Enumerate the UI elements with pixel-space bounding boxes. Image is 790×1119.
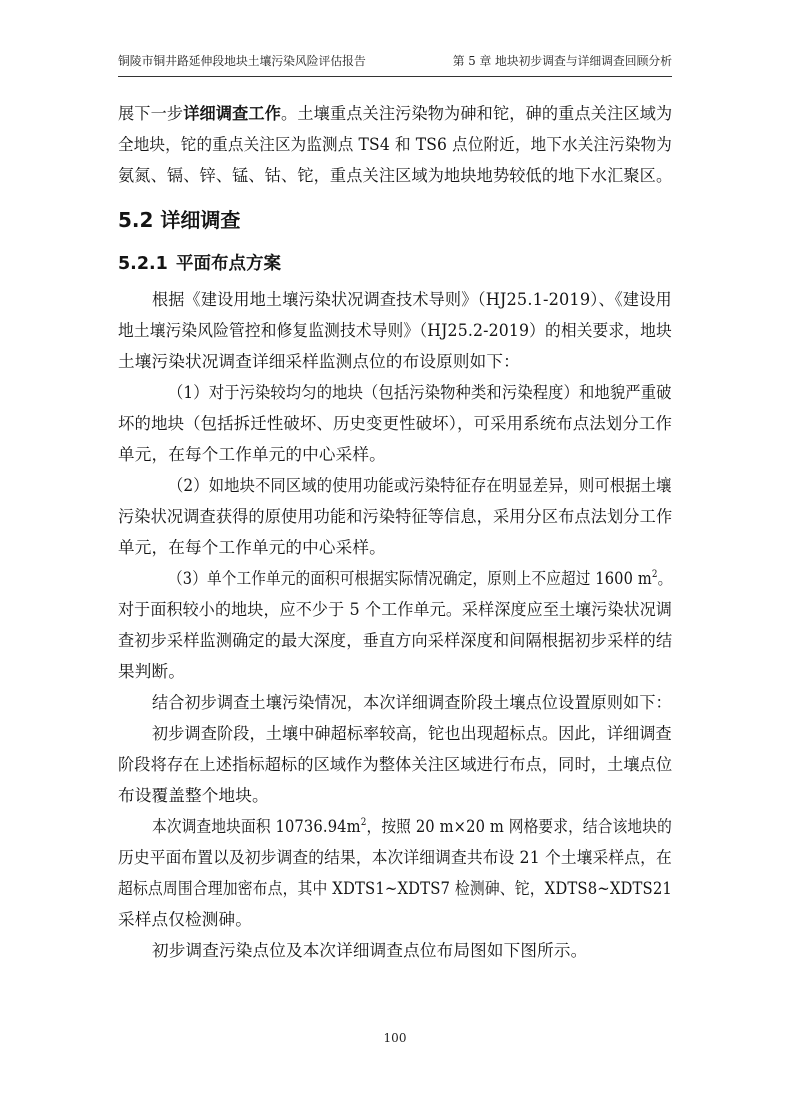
item3-line-2: 对于面积较小的地块，应不少于 5 个工作单元。采样深度应至土壤污染状况调: [118, 600, 673, 619]
p1-line-1: 根据《建设用地土壤污染状况调查技术导则》（HJ25.1-2019）、《建设用: [152, 290, 672, 309]
item2-line-3: 单元，在每个工作单元的中心采样。: [118, 538, 386, 557]
subsection-title: 平面布点方案: [176, 254, 281, 274]
intro-line-1: [118, 106, 672, 123]
item1-line-3: 单元，在每个工作单元的中心采样。: [118, 445, 386, 464]
p4-text: ，按照 20 m×20 m 网格要求，结合该地块的: [366, 817, 672, 836]
p4-line-1: [152, 819, 672, 836]
header-divider: [118, 76, 672, 77]
item3-line-3: 查初步采样监测确定的最大深度，垂直方向采样深度和间隔根据初步采样的结: [118, 631, 673, 650]
p4-text: 本次调查地块面积 10736.94m: [152, 817, 361, 836]
superscript: 2: [360, 817, 367, 828]
item3-line-4: 果判断。: [118, 662, 185, 681]
item3-text: （3）单个工作单元的面积可根据实际情况确定，原则上不应超过 1600 m: [168, 569, 652, 588]
p4-line-4: 采样点仅检测砷。: [118, 910, 252, 929]
item2-line-2: 污染状况调查获得的原使用功能和污染特征等信息，采用分区布点法划分工作: [118, 507, 673, 526]
subsection-heading: [118, 250, 281, 275]
item3-text: 。: [657, 569, 673, 588]
subsection-number: 5.2.1: [118, 254, 168, 274]
item1-line-1: （1）对于污染较均匀的地块（包括污染物种类和污染程度）和地貌严重破: [168, 383, 672, 402]
p4-line-3: 超标点周围合理加密布点，其中 XDTS1~XDTS7 检测砷、铊，XDTS8~XDTS21: [118, 879, 672, 898]
intro-line-3: 氨氮、镉、锌、锰、钴、铊，重点关注区域为地块地势较低的地下水汇聚区。: [118, 166, 673, 185]
p3-line-2: 阶段将存在上述指标超标的区域作为整体关注区域进行布点，同时，土壤点位: [118, 755, 673, 774]
p1-line-3: 土壤污染状况调查详细采样监测点位的布设原则如下：: [118, 352, 520, 371]
intro-bold-text: 详细调查工作: [183, 104, 282, 123]
p1-line-2: 地土壤污染风险管控和修复监测技术导则》（HJ25.2-2019）的相关要求，地块: [118, 321, 672, 340]
p3-line-3: 布设覆盖整个地块。: [118, 786, 269, 805]
header-report-title: 铜陵市铜井路延伸段地块土壤污染风险评估报告: [118, 54, 366, 68]
intro-text: 展下一步: [118, 104, 184, 123]
item3-line-1: [168, 571, 672, 588]
item2-line-1: （2）如地块不同区域的使用功能或污染特征存在明显差异，则可根据土壤: [168, 476, 672, 495]
page-number: 100: [383, 1031, 407, 1045]
intro-line-2: 全地块，铊的重点关注区为监测点 TS4 和 TS6 点位附近，地下水关注污染物为: [118, 135, 672, 154]
section-heading: 5.2 详细调查: [118, 208, 241, 232]
intro-text: 。土壤重点关注污染物为砷和铊，砷的重点关注区域为: [281, 104, 673, 123]
item1-line-2: 坏的地块（包括拆迁性破坏、历史变更性破坏），可采用系统布点法划分工作: [118, 414, 672, 433]
p4-line-2: 历史平面布置以及初步调查的结果，本次详细调查共布设 21 个土壤采样点，在: [118, 848, 672, 867]
header-chapter-title: 第 5 章 地块初步调查与详细调查回顾分析: [452, 54, 672, 68]
superscript: 2: [651, 569, 658, 580]
p2-line-1: 结合初步调查土壤污染情况，本次详细调查阶段土壤点位设置原则如下：: [152, 693, 672, 712]
p3-line-1: 初步调查阶段，土壤中砷超标率较高，铊也出现超标点。因此，详细调查: [152, 724, 672, 743]
p5-line-1: 初步调查污染点位及本次详细调查点位布局图如下图所示。: [152, 941, 588, 960]
